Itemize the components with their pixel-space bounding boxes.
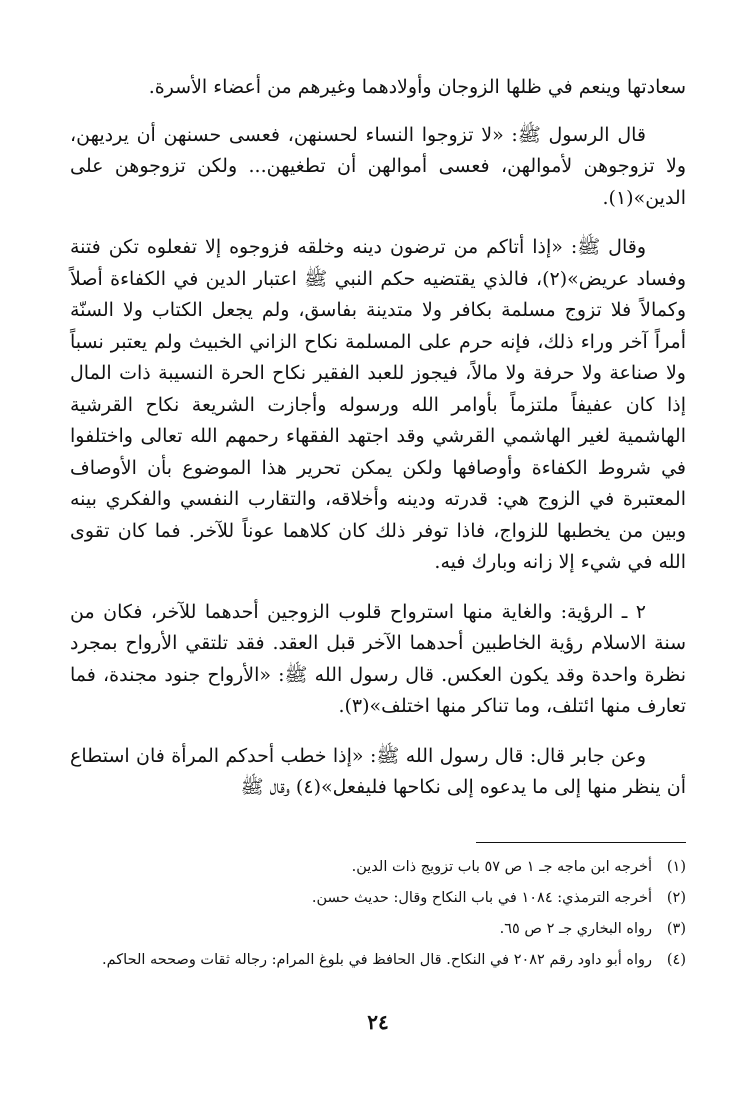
footnote-item xyxy=(70,854,686,881)
paragraph-kafaa: وقال ﷺ: «إذا أتاكم من ترضون دينه وخلقه فزوجوه إلا تفعلوه تكن فتنة وفساد عريض»(٢)، فالذي يقتضيه حكم النبي ﷺ اعتبار الدين في الكفاءة أصلاً وكمالاً فلا تزوج مسلمة بكافر ولا متدينة بفاسق، ولم يجعل الكتاب ولا السنّة أمراً آخر وراء ذلك، فإنه حرم على المسلمة نكاح الزاني الخبيث ولم يعتبر نسباً ولا صناعة ولا حرفة ولا مالاً، فيجوز للعبد الفقير نكاح الحرة النسيبة ذات المال إذا كان عفيفاً ملتزماً بأوامر الله ورسوله وأجازت الشريعة نكاح القرشية الهاشمية لغير الهاشمي القرشي وقد اجتهد الفقهاء رحمهم الله تعالى واختلفوا في شروط الكفاءة وأوصافها ولكن يمكن تحرير هذا الموضوع بأن الأوصاف المعتبرة في الزوج هي: قدرته ودينه وأخلاقه، والتقارب النفسي والفكري بينه وبين من يخطبها للزواج، فاذا توفر ذلك كان كلاهما عوناً للآخر. فما كان تقوى الله في شيء إلا زانه وبارك فيه. xyxy=(70,236,687,573)
footnote-number: (٢) xyxy=(666,890,686,906)
footnote-text: أخرجه ابن ماجه جـ ١ ص ٥٧ باب تزويج ذات الدين. xyxy=(351,859,652,875)
main-text xyxy=(70,72,686,822)
paragraph-ruya: ٢ ـ الرؤية: والغاية منها استرواح قلوب الزوجين أحدهما للآخر، فكان من سنة الاسلام رؤية الخاطبين أحدهما الآخر قبل العقد. فقد تلتقي الأرواح بمجرد نظرة واحدة وقد يكون العكس. قال رسول الله ﷺ: «الأرواح جنود مجندة، فما تعارف منها ائتلف، وما تناكر منها اختلف»(٣). xyxy=(70,600,686,717)
footnote-text: أخرجه الترمذي: ١٠٨٤ في باب النكاح وقال: حديث حسن. xyxy=(311,890,652,906)
footnote-number: (٣) xyxy=(666,921,686,937)
footnote-divider xyxy=(476,842,686,843)
paragraph-continuation: سعادتها وينعم في ظلها الزوجان وأولادهما وغيرهم من أعضاء الأسرة. xyxy=(148,76,686,98)
footnote-number: (٤) xyxy=(666,952,686,968)
footnote-text: رواه البخاري جـ ٢ ص ٦٥. xyxy=(499,921,652,937)
footnote-item xyxy=(70,885,686,912)
footnote-item xyxy=(70,916,686,943)
footnotes xyxy=(70,852,686,978)
paragraph-hadith-beauty: قال الرسول ﷺ: «لا تزوجوا النساء لحسنهن، فعسى حسنهن أن يرديهن، ولا تزوجوهن لأموالهن، فعسى أموالهن أن تطغيهن... ولكن تزوجوهن على الدين»(١). xyxy=(70,123,686,209)
page-number: ٢٤ xyxy=(367,1010,389,1034)
paragraph-jabir: وعن جابر قال: قال رسول الله ﷺ: «إذا خطب أحدكم المرأة فان استطاع أن ينظر منها إلى ما يدعوه إلى نكاحها فليفعل»(٤) وقال ﷺ xyxy=(70,744,686,798)
footnote-number: (١) xyxy=(666,859,686,875)
footnote-text: رواه أبو داود رقم ٢٠٨٢ في النكاح. قال الحافظ في بلوغ المرام: رجاله ثقات وصححه الحاكم. xyxy=(102,952,652,968)
footnote-item xyxy=(70,947,686,974)
